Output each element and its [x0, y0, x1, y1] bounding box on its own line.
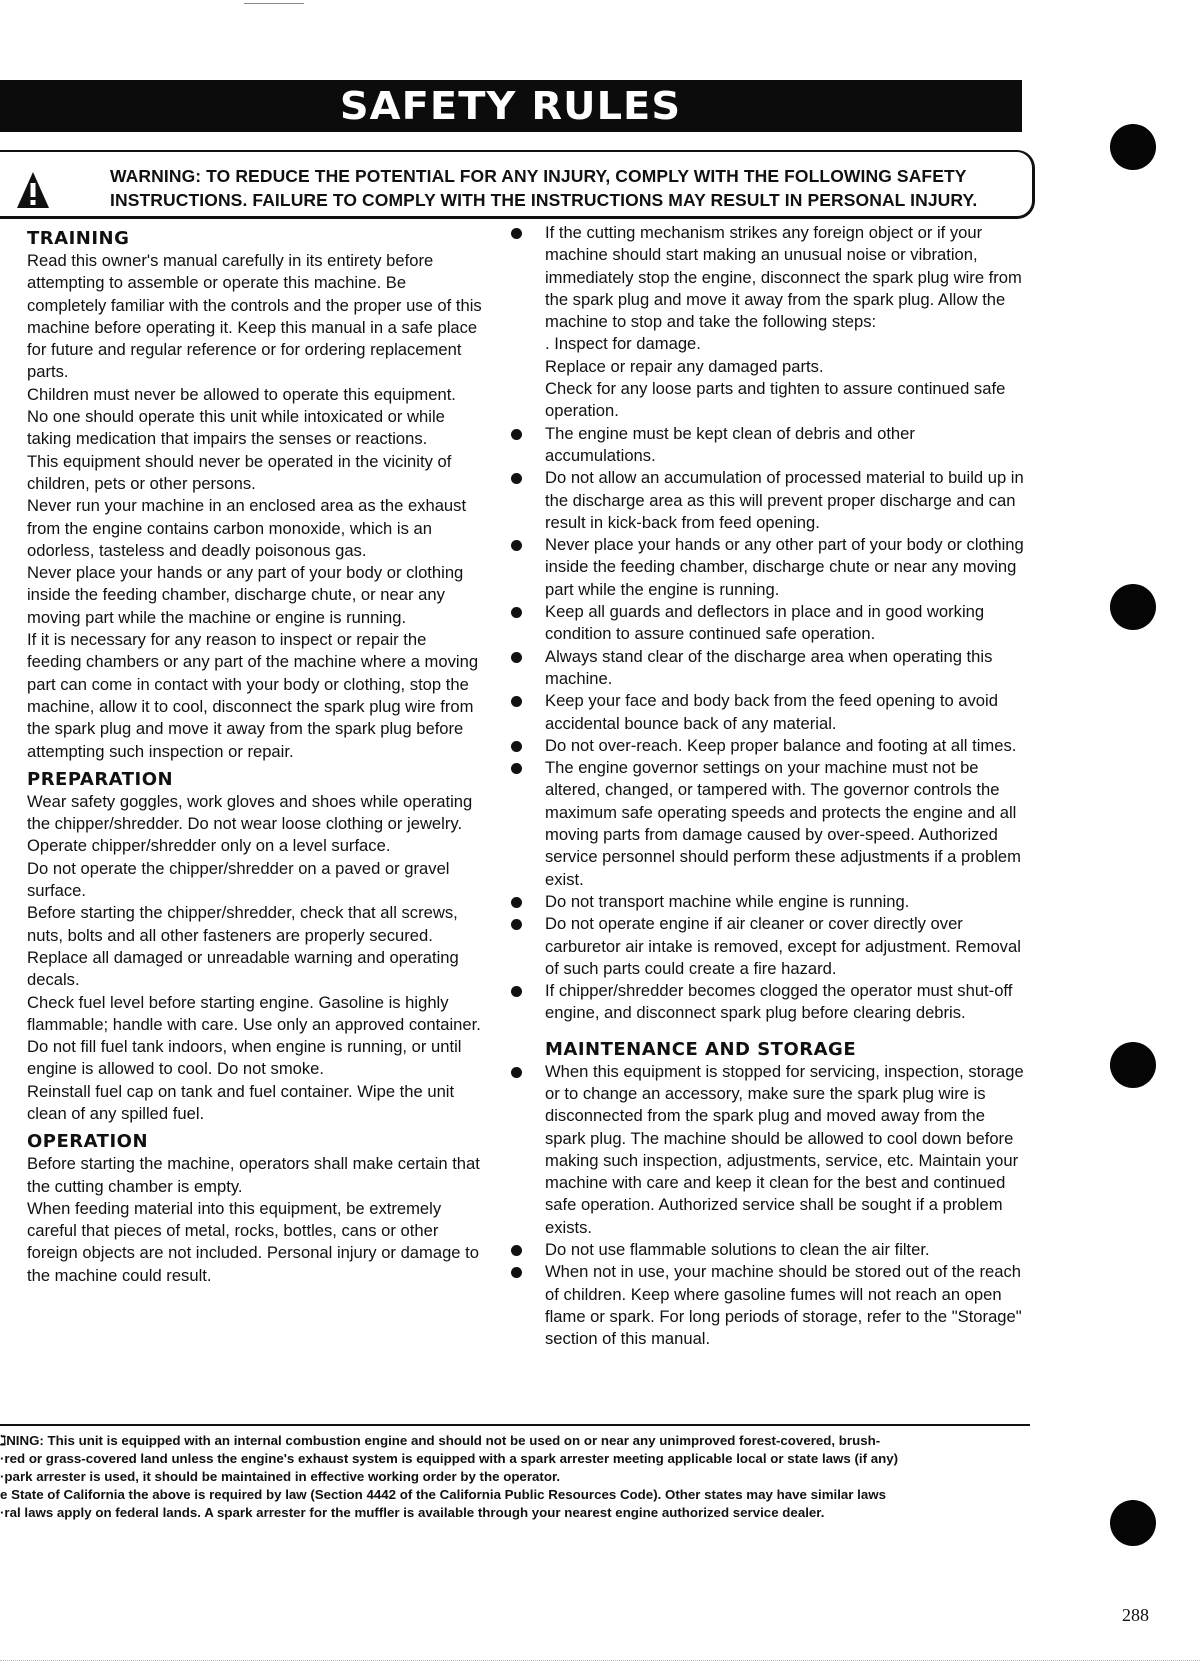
left-column [27, 228, 485, 1287]
binder-hole [1110, 1042, 1156, 1088]
step-item: . Inspect for damage. [545, 334, 701, 354]
operation-heading: OPERATION [27, 1131, 149, 1153]
paragraph: Children must never be allowed to operate this equipment. [27, 384, 456, 404]
binder-hole [1110, 124, 1156, 170]
footer-line: ℷNING: This unit is equipped with an internal combustion engine and should not be used on or near any unimproved forest-covered, brush- [0, 1433, 881, 1448]
bullet-item: Do not operate engine if air cleaner or cover directly over carburetor air intake is removed, except for adjustment. Removal of such parts could create a fire hazard. [545, 913, 1030, 980]
bullet-item: Always stand clear of the discharge area when operating this machine. [545, 646, 1030, 691]
paragraph: Reinstall fuel cap on tank and fuel container. Wipe the unit clean of any spilled fuel. [27, 1081, 455, 1123]
page-title: SAFETY RULES [340, 84, 682, 128]
bullet-item: The engine must be kept clean of debris and other accumulations. [545, 423, 1030, 468]
scan-mark [244, 3, 304, 4]
page-number: 288 [1122, 1605, 1149, 1625]
paragraph: Read this owner's manual carefully in its entirety before attempting to assemble or operate this machine. Be completely familiar with the controls and the proper use of this machine before operating it. Keep this manual in a safe place for future and regular reference or for ordering replacement parts. [27, 251, 482, 382]
scan-edge [0, 1660, 1200, 1661]
spark-arrester-warning [0, 1432, 1040, 1522]
bullet-item: Do not allow an accumulation of processed material to build up in the discharge area as this will prevent proper discharge and can result in kick-back from feed opening. [545, 467, 1030, 534]
warning-text: WARNING: TO REDUCE THE POTENTIAL FOR ANY INJURY, COMPLY WITH THE FOLLOWING SAFETY INSTRUCTIONS. FAILURE TO COMPLY WITH THE INSTRUCTIONS MAY RESULT IN PERSONAL INJURY. [110, 166, 978, 210]
training-heading: TRAINING [27, 228, 130, 249]
step-item: Check for any loose parts and tighten to assure continued safe operation. [545, 379, 1006, 421]
footer-line: ·ral laws apply on federal lands. A spark arrester for the muffler is available through your nearest engine authorized service dealer. [0, 1505, 825, 1520]
footer-line: ·red or grass-covered land unless the engine's exhaust system is equipped with a spark arrester meeting applicable local or state laws (if any) [0, 1451, 899, 1466]
paragraph: No one should operate this unit while intoxicated or while taking medication that impairs the senses or reactions. [27, 407, 445, 449]
paragraph: Before starting the machine, operators shall make certain that the cutting chamber is empty. [27, 1154, 480, 1196]
bullet-item: Keep your face and body back from the feed opening to avoid accidental bounce back of any material. [545, 690, 1030, 735]
binder-hole [1110, 584, 1156, 630]
paragraph: Do not operate the chipper/shredder on a paved or gravel surface. [27, 858, 450, 901]
paragraph: Check fuel level before starting engine. Gasoline is highly flammable; handle with care. Use only an approved container. [27, 992, 481, 1034]
bullet-item: Do not over-reach. Keep proper balance and footing at all times. [545, 735, 1030, 757]
footer-line: ·park arrester is used, it should be maintained in effective working order by the operator. [0, 1469, 561, 1484]
paragraph: Before starting the chipper/shredder, check that all screws, nuts, bolts and all other fasteners are properly secured. Replace all damaged or unreadable warning and operating decals. [27, 903, 459, 990]
paragraph: Operate chipper/shredder only on a level surface. [27, 836, 391, 856]
divider [0, 1424, 1030, 1426]
warning-triangle-icon [16, 170, 50, 210]
right-column [545, 222, 1030, 1351]
bullet-item: When not in use, your machine should be stored out of the reach of children. Keep where gasoline fumes will not reach an open flame or spark. For long periods of storage, refer to the "Storage" section of this manual. [545, 1261, 1030, 1350]
binder-hole [1110, 1500, 1156, 1546]
paragraph: Never place your hands or any part of your body or clothing inside the feeding chamber, discharge chute, or near any moving part while the machine or engine is running. [27, 563, 464, 627]
bullet-item: Do not transport machine while engine is running. [545, 891, 1030, 913]
paragraph: Wear safety goggles, work gloves and shoes while operating the chipper/shredder. Do not wear loose clothing or jewelry. [27, 791, 473, 834]
paragraph: When feeding material into this equipment, be extremely careful that pieces of metal, rocks, bottles, cans or other foreign objects are not included. Personal injury or damage to the machine could result. [27, 1198, 479, 1285]
preparation-heading: PREPARATION [27, 768, 174, 790]
paragraph: If it is necessary for any reason to inspect or repair the feeding chambers or any part of the machine where a moving part can come in contact with your body or clothing, stop the machine, allow it to cool, disconnect the spark plug wire from the spark plug and move it away from the spark plug before attempting such inspection or repair. [27, 630, 479, 761]
title-banner [0, 80, 1022, 132]
paragraph: This equipment should never be operated in the vicinity of children, pets or other persons. [27, 451, 452, 493]
paragraph: Never run your machine in an enclosed area as the exhaust from the engine contains carbon monoxide, which is an odorless, tasteless and deadly poisonous gas. [27, 496, 467, 560]
maintenance-heading: MAINTENANCE AND STORAGE [545, 1038, 857, 1060]
bullet-item: Keep all guards and deflectors in place and in good working condition to assure continued safe operation. [545, 601, 1030, 646]
bullet-item: If the cutting mechanism strikes any foreign object or if your machine should start making an unusual noise or vibration, immediately stop the engine, disconnect the spark plug wire from the spark plug and move it away from the spark plug. Allow the machine to stop and take the following steps: [545, 222, 1030, 333]
bullet-item: If chipper/shredder becomes clogged the operator must shut-off engine, and disconnect spark plug before clearing debris. [545, 980, 1030, 1025]
bullet-item: Do not use flammable solutions to clean the air filter. [545, 1239, 1030, 1261]
bullet-item: When this equipment is stopped for servicing, inspection, storage or to change an accessory, make sure the spark plug wire is disconnected from the spark plug and moved away from the spark plug. The machine should be allowed to cool down before making such inspection, adjustments, service, etc. Maintain your machine with care and keep it clean for the best and continued safe operation. Authorized service shall be sought if a problem exists. [545, 1061, 1030, 1239]
bullet-item: The engine governor settings on your machine must not be altered, changed, or tampered with. The governor controls the maximum safe operating speeds and protects the engine and all moving parts from damage caused by over-speed. Authorized service personnel should perform these adjustments if a problem exist. [545, 757, 1030, 891]
bullet-item: Never place your hands or any other part of your body or clothing inside the feeding chamber, discharge chute or near any moving part while the engine is running. [545, 534, 1030, 601]
step-item: Replace or repair any damaged parts. [545, 356, 824, 376]
paragraph: Do not fill fuel tank indoors, when engine is running, or until engine is allowed to cool. Do not smoke. [27, 1037, 462, 1079]
footer-line: e State of California the above is required by law (Section 4442 of the California Public Resources Code). Other states may have similar laws [0, 1487, 886, 1502]
